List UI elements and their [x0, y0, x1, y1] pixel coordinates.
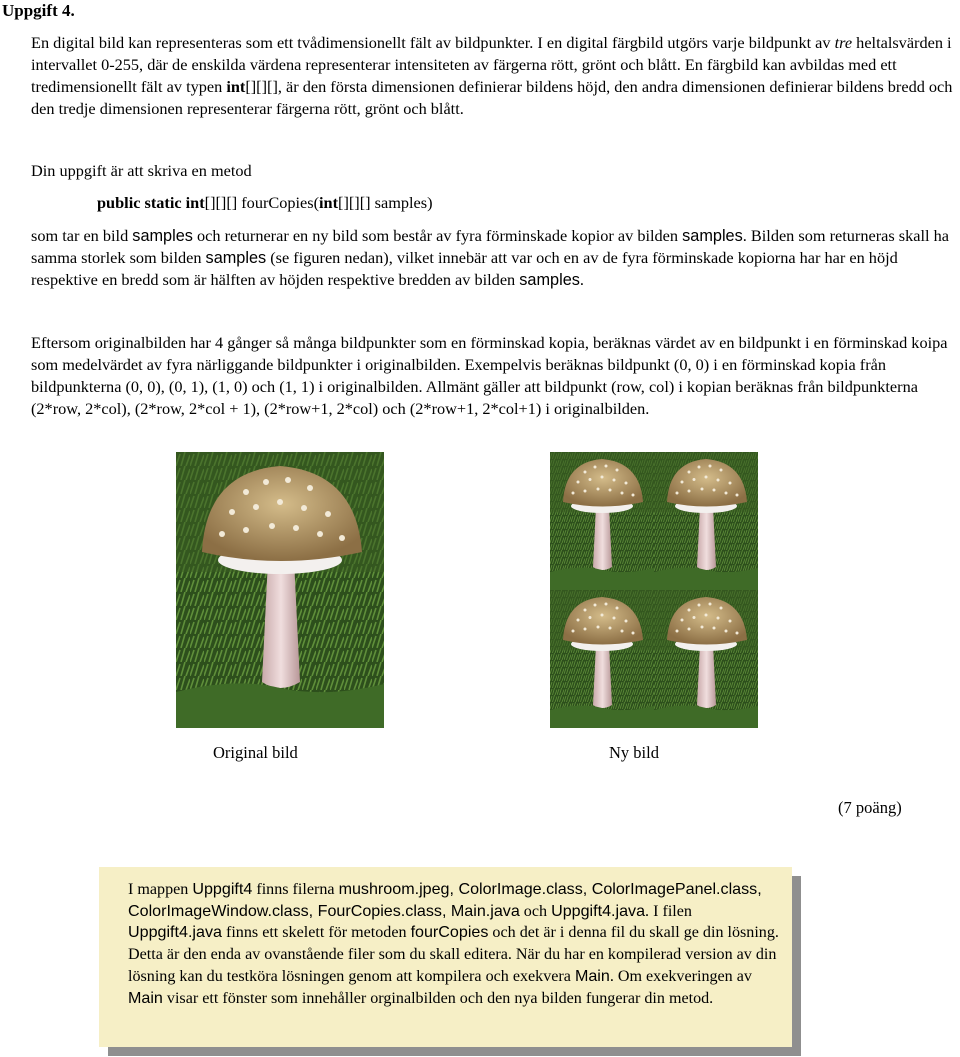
caption-original: Original bild — [213, 743, 298, 762]
caption-new: Ny bild — [609, 743, 659, 762]
task-paragraph: Din uppgift är att skriva en metod — [31, 161, 252, 180]
explanation-paragraph: Eftersom originalbilden har 4 gånger så många bildpunkter som en förminskad kopia, beräknas värdet av en bildpunkt i en förminskad koipa som medelvärdet av fyra närliggande bildpunkter i originalbilden. Exempelvis beräknas bildpunkt (0, 0) i en förminskad kopia från bildpunkterna (0, 0), (0, 1), (1, 0) och (1, 1) i originalbilden. Allmänt gäller att bildpunkt (row, col) i kopian beräknas från bildpunkterna (2*row, 2*col), (2*row, 2*col + 1), (2*row+1, 2*col) och (2*row+1, 2*col+1) i originalbilden. — [31, 333, 948, 418]
intro-paragraph: En digital bild kan representeras som ett tvådimensionellt fält av bildpunkter. I en digital färgbild utgörs varje bildpunkt av tre heltalsvärden i intervallet 0-255, där de enskilda värdena representerar intensiteten av färgerna rött, grönt och blått. En färgbild kan avbildas med ett tredimensionellt fält av typen int[][][], är den första dimensionen definierar bildens höjd, den andra dimensionen definierar bildens bredd och den tredje dimensionen representerar färgerna rött, grönt och blått. — [31, 33, 953, 118]
method-signature: public static int[][][] fourCopies(int[][][] samples) — [97, 193, 433, 212]
points-label: (7 poäng) — [838, 798, 902, 817]
original-image — [176, 452, 384, 728]
task-title: Uppgift 4. — [2, 1, 75, 20]
description-paragraph: som tar en bild samples och returnerar en ny bild som består av fyra förminskade kopior av bilden samples. Bilden som returneras skall ha samma storlek som bilden samples (se figuren nedan), vilket innebär att var och en av de fyra förminskade kopiorna har har en höjd respektive en bredd som är hälften av höjden respektive bredden av bilden samples. — [31, 226, 949, 289]
info-box-text: I mappen Uppgift4 finns filerna mushroom.jpeg, ColorImage.class, ColorImagePanel.class, ColorImageWindow.class, FourCopies.class, Main.java och Uppgift4.java. I filen Uppgift4.java finns ett skelett för metoden fourCopies och det är i denna fil du skall ge din lösning. Detta är den enda av ovanstående filer som du skall editera. När du har en kompilerad version av din lösning kan du testköra lösningen genom att kompilera och exekvera Main. Om exekveringen av Main visar ett fönster som innehåller orginalbilden och den nya bilden fungerar din metod. — [128, 880, 779, 1007]
new-image — [550, 452, 758, 728]
